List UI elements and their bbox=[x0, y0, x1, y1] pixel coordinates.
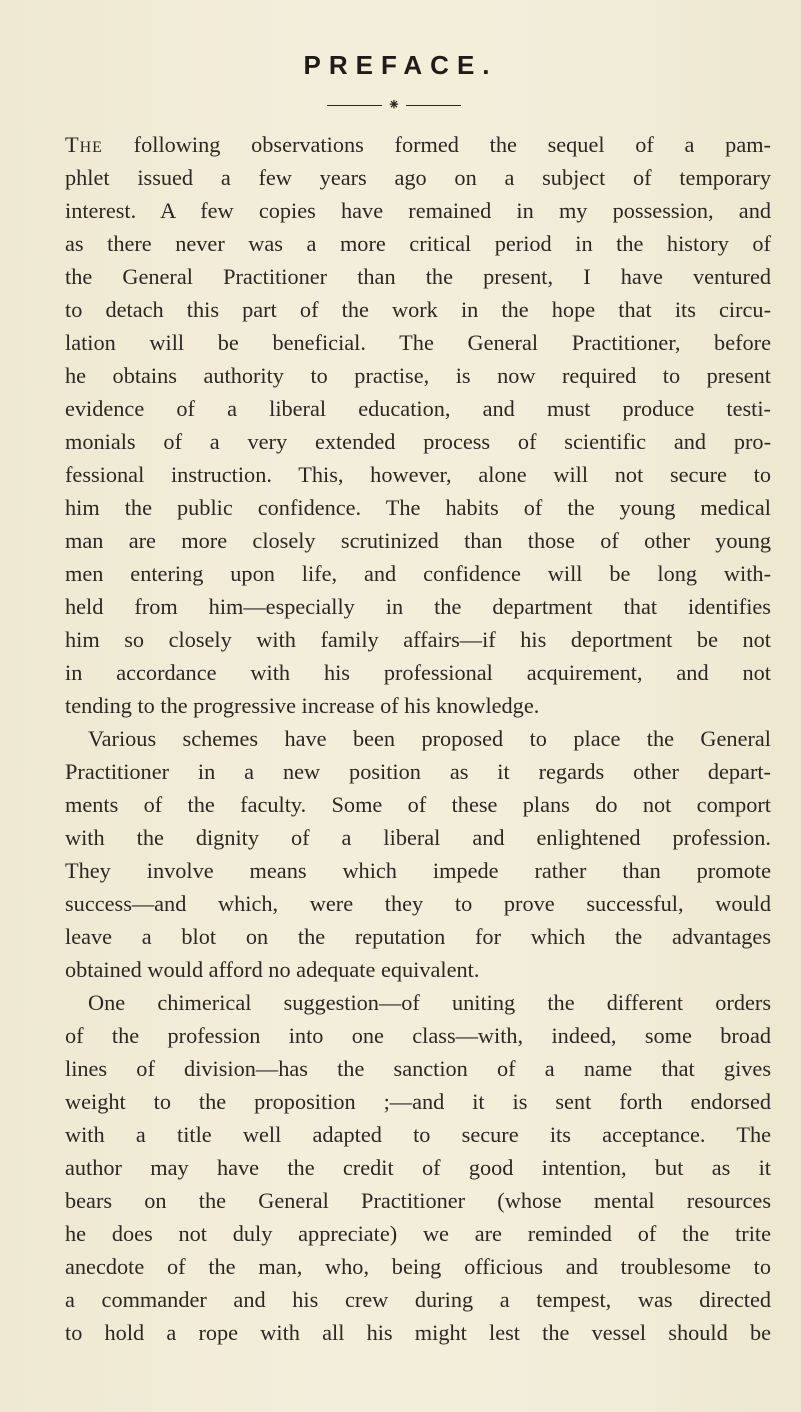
text-line: interest. A few copies have remained in my possession, and bbox=[65, 198, 771, 223]
text-line: success—and which, were they to prove successful, would bbox=[65, 891, 771, 916]
text-line: in accordance with his professional acquirement, and not bbox=[65, 660, 771, 685]
text-line: Various schemes have been proposed to place the General bbox=[88, 726, 771, 751]
text-line: lation will be beneficial. The General Practitioner, before bbox=[65, 330, 771, 355]
text-line: One chimerical suggestion—of uniting the different orders bbox=[88, 990, 771, 1015]
text-line: They involve means which impede rather than promote bbox=[65, 858, 771, 883]
title-ornament bbox=[327, 95, 461, 114]
text-line: anecdote of the man, who, being officious and troublesome to bbox=[65, 1254, 771, 1279]
text-line: the General Practitioner than the present, I have ventured bbox=[65, 264, 771, 289]
text-line: evidence of a liberal education, and must produce testi- bbox=[65, 396, 771, 421]
text-line-content: following observations formed the sequel of a pam- bbox=[133, 132, 771, 157]
page-title: PREFACE. bbox=[303, 50, 498, 80]
text-line: lines of division—has the sanction of a name that gives bbox=[65, 1056, 771, 1081]
text-line: bears on the General Practitioner (whose mental resources bbox=[65, 1188, 771, 1213]
first-word: The bbox=[65, 132, 103, 157]
text-line: held from him—especially in the department that identifies bbox=[65, 594, 771, 619]
text-line: tending to the progressive increase of his knowledge. bbox=[65, 693, 540, 718]
text-line: men entering upon life, and confidence will be long with- bbox=[65, 561, 771, 586]
text-line: obtained would afford no adequate equivalent. bbox=[65, 957, 480, 982]
ornament-rule-right bbox=[406, 105, 461, 106]
text-line: to detach this part of the work in the hope that its circu- bbox=[65, 297, 771, 322]
text-line: of the profession into one class—with, indeed, some broad bbox=[65, 1023, 771, 1048]
text-line: him the public confidence. The habits of the young medical bbox=[65, 495, 771, 520]
text-line: he does not duly appreciate) we are reminded of the trite bbox=[65, 1221, 771, 1246]
text-line: author may have the credit of good intention, but as it bbox=[65, 1155, 771, 1180]
text-line: as there never was a more critical period in the history of bbox=[65, 231, 771, 256]
text-line: with the dignity of a liberal and enlightened profession. bbox=[65, 825, 771, 850]
text-line: a commander and his crew during a tempest, was directed bbox=[65, 1287, 771, 1312]
ornament-rule-left bbox=[327, 105, 382, 106]
text-line: him so closely with family affairs—if his deportment be not bbox=[65, 627, 771, 652]
asterism-icon: ⁕ bbox=[387, 95, 401, 114]
text-line bbox=[65, 128, 771, 161]
text-line: monials of a very extended process of scientific and pro- bbox=[65, 429, 771, 454]
text-line: with a title well adapted to secure its acceptance. The bbox=[65, 1122, 771, 1147]
text-line: man are more closely scrutinized than those of other young bbox=[65, 528, 771, 553]
text-line: phlet issued a few years ago on a subject of temporary bbox=[65, 165, 771, 190]
text-line: to hold a rope with all his might lest the vessel should be bbox=[65, 1320, 771, 1345]
text-line: Practitioner in a new position as it regards other depart- bbox=[65, 759, 771, 784]
text-line: ments of the faculty. Some of these plans do not comport bbox=[65, 792, 771, 817]
text-line: he obtains authority to practise, is now required to present bbox=[65, 363, 771, 388]
text-line: leave a blot on the reputation for which the advantages bbox=[65, 924, 771, 949]
text-line: fessional instruction. This, however, alone will not secure to bbox=[65, 462, 771, 487]
text-line: weight to the proposition ;—and it is sent forth endorsed bbox=[65, 1089, 771, 1114]
